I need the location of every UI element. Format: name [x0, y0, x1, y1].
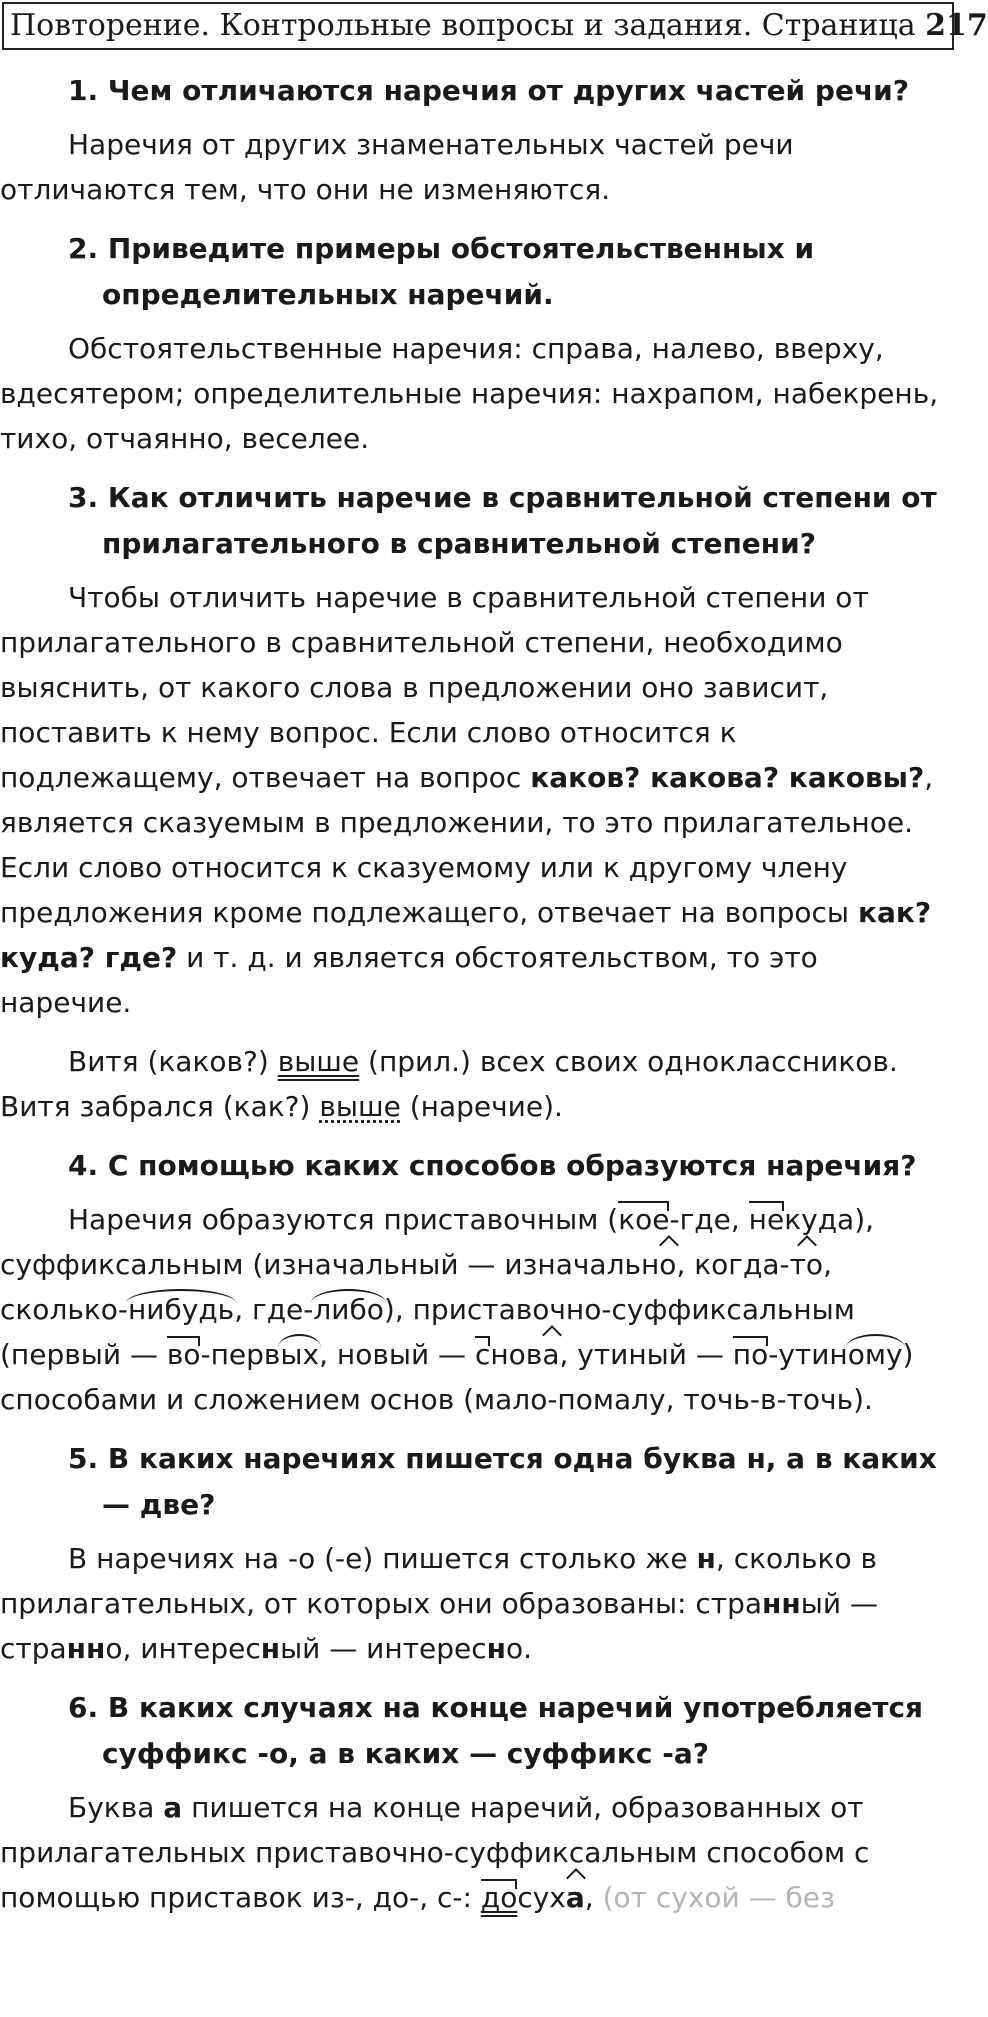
answer-5-text: ый — интерес [280, 1632, 487, 1665]
answer-5 [0, 1536, 950, 1671]
answer-5-text: о. [505, 1632, 533, 1665]
root-arc-mark [848, 1332, 903, 1377]
example-text: (прил.) всех своих одноклассников. [359, 1045, 898, 1078]
content [0, 58, 950, 1934]
bold-letter: н [260, 1632, 281, 1665]
example-text: Витя забрался (как?) [0, 1090, 320, 1123]
morpheme: а [565, 1881, 585, 1914]
header-title: Повторение. Контрольные вопросы и задания. Страница [10, 8, 916, 43]
question-4: 4. С помощью каких способов образуются наречия? [68, 1149, 917, 1182]
answer-4-text: -утин [768, 1338, 848, 1371]
answer-6-text: сух [517, 1881, 566, 1914]
answer-6-text: пишется на конце наречий, образованных от прилагательных приставочно-суффиксальным способом с помощью приставок из-, до-, с-: [0, 1791, 870, 1914]
morpheme: то [789, 1248, 824, 1281]
example-text: (наречие). [400, 1090, 563, 1123]
answer-4-text: , сколько- [0, 1248, 832, 1326]
example-adverb-word: выше [319, 1090, 401, 1123]
answer-3-text: и т. д. и является обстоятельством, то это наречие. [0, 941, 818, 1019]
prefix-mark [475, 1332, 490, 1377]
morpheme: во [166, 1338, 201, 1371]
prefix-mark-line [618, 1201, 669, 1211]
prefix-mark-line [475, 1336, 490, 1346]
prefix-mark-line [481, 1879, 518, 1889]
answer-6-text: , [584, 1881, 603, 1914]
answer-3-bold-questions: каков? какова? каковы? [530, 761, 925, 794]
faded-continuation-text: (от сухой — без [602, 1881, 835, 1914]
question-6: 6. В каких случаях на конце наречий употребляется суффикс -о, а в каких — суффикс -а? [68, 1691, 924, 1770]
answer-6 [0, 1785, 950, 1920]
bold-letter: н [696, 1542, 716, 1575]
bold-letter: нн [66, 1632, 106, 1665]
answer-4-text: куда), суффиксальным (изначальный — изначальн [0, 1203, 875, 1281]
morpheme: нибудь [127, 1293, 235, 1326]
question-5: 5. В каких наречиях пишется одна буква н, а в каких — две? [68, 1442, 937, 1521]
answer-4 [0, 1197, 950, 1422]
answer-4-text: ), приставочно-суффиксальным (первый — [0, 1293, 855, 1371]
prefix-mark [618, 1197, 669, 1242]
prefix-mark-line [749, 1201, 785, 1211]
morpheme: кое [618, 1203, 670, 1236]
root-arc-line [846, 1334, 905, 1348]
bold-letter: н [486, 1632, 506, 1665]
header-page-number: 217 [925, 8, 988, 43]
answer-2: Обстоятельственные наречия: справа, налево, вверху, вдесятером; определительные наречия: нахрапом, набекрень, тихо, отчаянно, веселее. [0, 332, 939, 455]
answer-4-text: , утиный — [559, 1338, 733, 1371]
answer-5-text: В наречиях на -о (-е) пишется столько же [68, 1542, 697, 1575]
answer-5-text: , сколько в прилагательных, от которых они образованы: стра [0, 1542, 877, 1620]
root-arc-mark [313, 1287, 384, 1332]
example-text: Витя (каков?) [68, 1045, 278, 1078]
prefix-mark-line [167, 1336, 201, 1346]
suffix-mark [566, 1875, 585, 1920]
example-adjective-word: выше [277, 1045, 360, 1078]
root-arc-mark [280, 1332, 319, 1377]
answer-4-text: -перв [200, 1338, 281, 1371]
morpheme: а [542, 1338, 560, 1371]
prefix-mark-line [733, 1336, 768, 1346]
answer-4-text: ) способами и сложением основ (мало-помалу, точь-в-точь). [0, 1338, 914, 1416]
answer-4-text: , когда- [676, 1248, 790, 1281]
root-arc-line [311, 1289, 386, 1303]
answer-3 [0, 575, 950, 1025]
morpheme: либо [313, 1293, 384, 1326]
answer-1: Наречия от других знаменательных частей речи отличаются тем, что они не изменяются. [0, 128, 794, 206]
root-arc-mark [128, 1287, 234, 1332]
answer-4-text: нов [490, 1338, 543, 1371]
prefix-mark [733, 1332, 768, 1377]
question-1: 1. Чем отличаются наречия от других частей речи? [68, 74, 910, 107]
answer-4-text: , новый — [319, 1338, 475, 1371]
morpheme: по [732, 1338, 769, 1371]
morpheme: о [659, 1248, 677, 1281]
morpheme: ых [280, 1338, 320, 1371]
root-arc-line [278, 1334, 321, 1348]
morpheme: не [748, 1203, 785, 1236]
prefix-mark [167, 1332, 201, 1377]
question-3: 3. Как отличить наречие в сравнительной степени от прилагательного в сравнительной степени? [68, 481, 937, 560]
bold-letter: нн [762, 1587, 801, 1620]
answer-5-text: о, интерес [105, 1632, 261, 1665]
answer-4-text: , где- [234, 1293, 314, 1326]
root-arc-line [126, 1289, 236, 1303]
bold-letter: а [163, 1791, 183, 1824]
question-2: 2. Приведите примеры обстоятельственных и определительных наречий. [68, 232, 815, 311]
answer-3-bold-questions: как? куда? где? [0, 896, 932, 974]
example-3 [0, 1039, 950, 1129]
answer-3-text: , является сказуемым в предложении, то это прилагательное. Если слово относится к сказуемому или к другому члену предложения кроме подлежащего, отвечает на вопросы [0, 761, 934, 929]
morpheme: ому [847, 1338, 903, 1371]
morpheme: до [480, 1881, 518, 1914]
answer-4-text: Наречия образуются приставочным ( [68, 1203, 619, 1236]
suffix-mark [659, 1242, 676, 1287]
prefix-mark [749, 1197, 785, 1242]
morpheme: с [474, 1338, 491, 1371]
page-header [2, 2, 988, 50]
answer-4-text: -где, [669, 1203, 749, 1236]
answer-6-text: Буква [68, 1791, 164, 1824]
answer-5-text: ый — стра [0, 1587, 878, 1665]
answer-3-text: Чтобы отличить наречие в сравнительной степени от прилагательного в сравнительной степени, необходимо выяснить, от какого слова в предложении оно зависит, поставить к нему вопрос. Если слово относится к подлежащему, отвечает на вопрос [0, 581, 869, 794]
prefix-mark [481, 1875, 518, 1920]
suffix-mark [790, 1242, 823, 1287]
suffix-mark [542, 1332, 559, 1377]
